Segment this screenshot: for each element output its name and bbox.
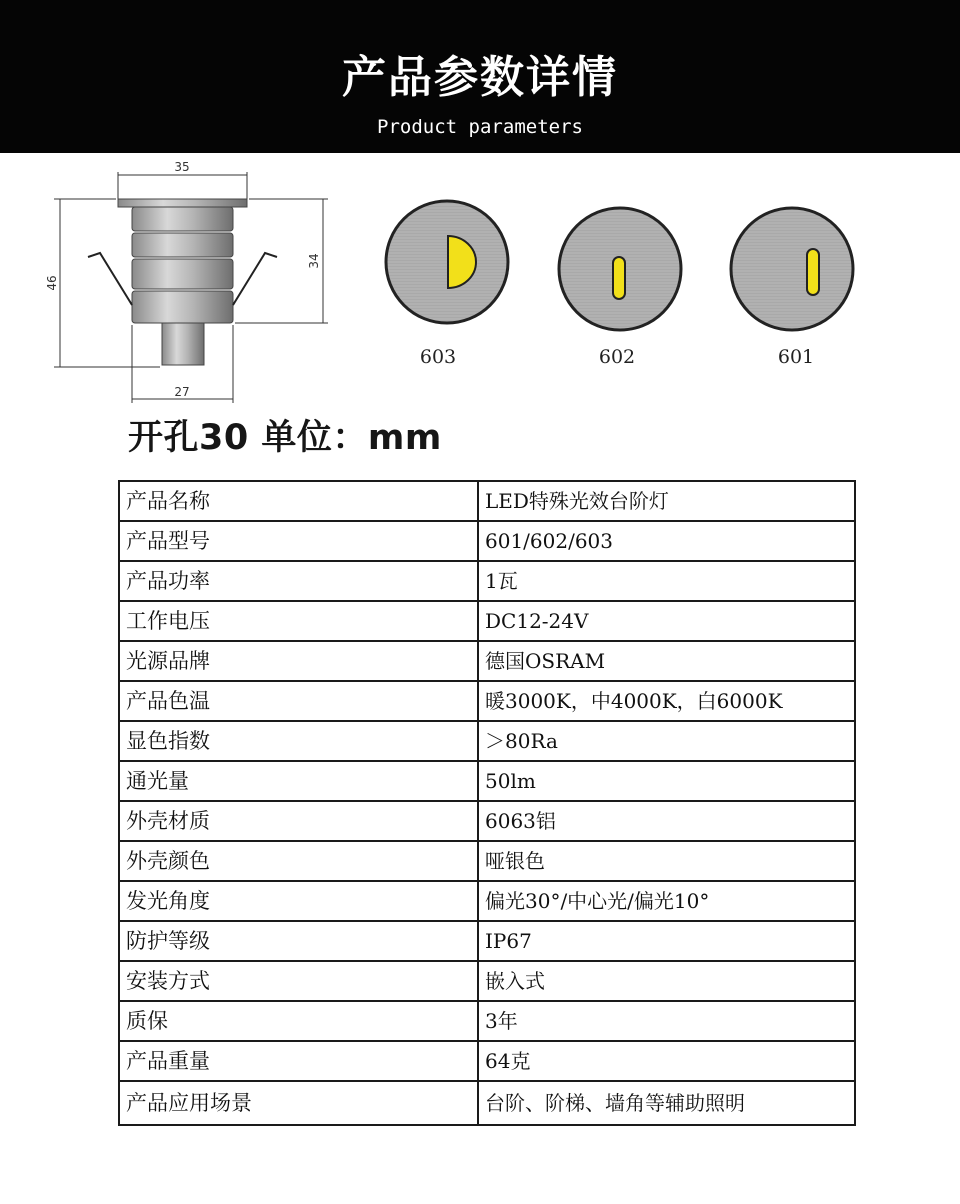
spec-key: 产品应用场景	[119, 1081, 478, 1125]
dimension-drawing	[40, 155, 340, 410]
variant-601	[731, 208, 853, 368]
spec-key: 防护等级	[119, 921, 478, 961]
spec-key: 质保	[119, 1001, 478, 1041]
dim-top-width-label: 35	[174, 160, 190, 174]
spec-key: 外壳材质	[119, 801, 478, 841]
variant-faceplates	[370, 195, 870, 375]
dim-top-width	[118, 160, 247, 199]
dim-body-height	[235, 199, 328, 323]
spec-key: 光源品牌	[119, 641, 478, 681]
spec-key: 发光角度	[119, 881, 478, 921]
table-row	[119, 881, 855, 921]
spec-key: 产品重量	[119, 1041, 478, 1081]
spec-value: ＞80Ra	[478, 721, 855, 761]
dim-body-height-label: 34	[307, 253, 321, 269]
flange	[118, 199, 247, 207]
table-row	[119, 1001, 855, 1041]
lamp-neck	[162, 323, 204, 365]
spec-value: 哑银色	[478, 841, 855, 881]
spec-value: 601/602/603	[478, 521, 855, 561]
spec-value: 1瓦	[478, 561, 855, 601]
table-row	[119, 841, 855, 881]
spec-value: 64克	[478, 1041, 855, 1081]
spec-key: 工作电压	[119, 601, 478, 641]
spec-key: 安装方式	[119, 961, 478, 1001]
table-row	[119, 601, 855, 641]
table-row	[119, 481, 855, 521]
spec-table	[118, 480, 856, 1126]
table-row	[119, 1041, 855, 1081]
spec-value: 德国OSRAM	[478, 641, 855, 681]
light-window-slot	[807, 249, 819, 295]
dim-total-height-label: 46	[45, 275, 59, 291]
table-row	[119, 721, 855, 761]
spec-key: 产品名称	[119, 481, 478, 521]
table-row	[119, 801, 855, 841]
spec-value: LED特殊光效台阶灯	[478, 481, 855, 521]
spec-key: 产品功率	[119, 561, 478, 601]
table-row	[119, 961, 855, 1001]
spec-value: 嵌入式	[478, 961, 855, 1001]
table-row	[119, 641, 855, 681]
variant-label-601: 601	[777, 346, 815, 368]
spec-value: 台阶、阶梯、墙角等辅助照明	[478, 1081, 855, 1125]
hole-size-note: 开孔30 单位：mm	[128, 418, 442, 458]
table-row	[119, 521, 855, 561]
variant-label-602: 602	[598, 346, 636, 368]
spec-key: 显色指数	[119, 721, 478, 761]
spec-key: 产品色温	[119, 681, 478, 721]
spec-value: 暖3000K，中4000K，白6000K	[478, 681, 855, 721]
variant-603	[386, 201, 508, 368]
spec-value: 3年	[478, 1001, 855, 1041]
table-row	[119, 1081, 855, 1125]
spec-key: 通光量	[119, 761, 478, 801]
spec-key: 外壳颜色	[119, 841, 478, 881]
table-row	[119, 761, 855, 801]
spec-value: DC12-24V	[478, 601, 855, 641]
dim-bottom-width-label: 27	[174, 385, 190, 399]
table-row	[119, 921, 855, 961]
page-subtitle: Product parameters	[377, 116, 583, 138]
variant-label-603: 603	[419, 346, 457, 368]
spec-value: IP67	[478, 921, 855, 961]
table-row	[119, 681, 855, 721]
header-banner	[0, 0, 960, 153]
table-row	[119, 561, 855, 601]
spec-key: 产品型号	[119, 521, 478, 561]
spec-value: 6063铝	[478, 801, 855, 841]
light-window-slot	[613, 257, 625, 299]
spec-value: 50lm	[478, 761, 855, 801]
lamp-body	[132, 207, 233, 323]
page-title: 产品参数详情	[342, 52, 618, 103]
variant-602	[559, 208, 681, 368]
spec-value: 偏光30°/中心光/偏光10°	[478, 881, 855, 921]
